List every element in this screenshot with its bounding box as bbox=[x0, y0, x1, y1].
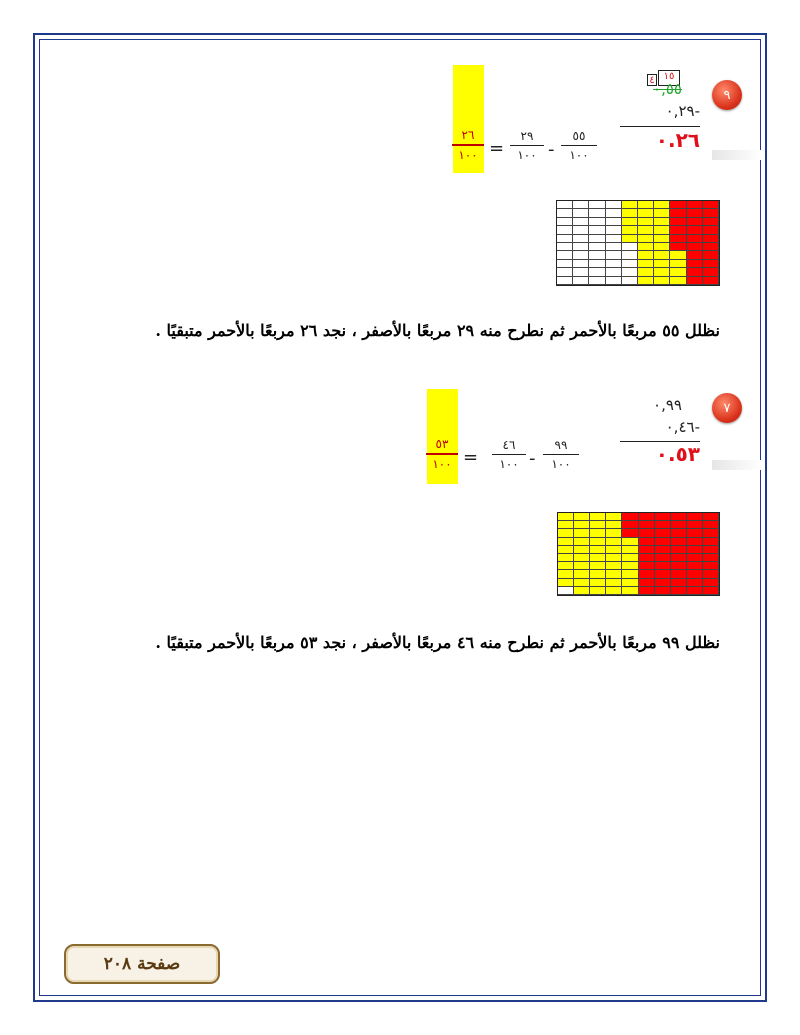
grid-square bbox=[573, 218, 589, 226]
grid-square bbox=[687, 209, 703, 217]
grid-square bbox=[638, 226, 654, 234]
grid-square bbox=[654, 277, 670, 285]
grid-square bbox=[558, 538, 574, 546]
grid-square bbox=[574, 521, 590, 529]
grid-square bbox=[655, 546, 671, 554]
grid-square bbox=[558, 579, 574, 587]
grid-square bbox=[590, 562, 606, 570]
grid-square bbox=[558, 546, 574, 554]
grid-square bbox=[670, 235, 686, 243]
grid-square bbox=[590, 570, 606, 578]
grid-square bbox=[589, 226, 605, 234]
grid-square bbox=[655, 513, 671, 521]
grid-square bbox=[639, 529, 655, 537]
grid-square bbox=[639, 562, 655, 570]
grid-square bbox=[557, 226, 573, 234]
page-number-label: صفحة ٢٠٨ bbox=[103, 954, 181, 974]
grid-square bbox=[558, 587, 574, 595]
grid-square bbox=[654, 260, 670, 268]
grid-square bbox=[638, 268, 654, 276]
grid-square bbox=[671, 521, 687, 529]
grid-square bbox=[590, 521, 606, 529]
grid-square bbox=[606, 260, 622, 268]
grid-square bbox=[622, 235, 638, 243]
grid-square bbox=[622, 251, 638, 259]
grid-square bbox=[638, 235, 654, 243]
grid-square bbox=[687, 570, 703, 578]
fraction-subtrahend: ٤٦ ١٠٠ bbox=[492, 438, 526, 471]
grid-square bbox=[671, 562, 687, 570]
grid-square bbox=[622, 587, 638, 595]
grid-square bbox=[638, 201, 654, 209]
grid-square bbox=[687, 268, 703, 276]
grid-square bbox=[671, 587, 687, 595]
grid-square bbox=[670, 260, 686, 268]
result-fraction: ٥٣ ١٠٠ bbox=[426, 437, 458, 471]
grid-square bbox=[670, 251, 686, 259]
grid-square bbox=[574, 579, 590, 587]
grid-square bbox=[606, 277, 622, 285]
grid-square bbox=[558, 554, 574, 562]
grid-square bbox=[687, 513, 703, 521]
grid-square bbox=[671, 546, 687, 554]
grid-square bbox=[590, 546, 606, 554]
difference: ٠.٥٣ bbox=[655, 442, 700, 466]
grid-square bbox=[622, 570, 638, 578]
grid-square bbox=[606, 538, 622, 546]
grid-square bbox=[703, 521, 719, 529]
grid-square bbox=[606, 235, 622, 243]
grid-square bbox=[573, 209, 589, 217]
grid-square bbox=[590, 554, 606, 562]
grid-square bbox=[638, 251, 654, 259]
fraction-minuend: ٩٩ ١٠٠ bbox=[543, 438, 579, 471]
grid-square bbox=[670, 218, 686, 226]
grid-square bbox=[670, 268, 686, 276]
grid-square bbox=[703, 570, 719, 578]
grid-square bbox=[687, 587, 703, 595]
grid-square bbox=[671, 570, 687, 578]
grid-square bbox=[639, 521, 655, 529]
borrow-ones: ١٥ bbox=[658, 70, 680, 86]
grid-square bbox=[606, 562, 622, 570]
badge-shadow bbox=[712, 460, 762, 470]
grid-square bbox=[622, 579, 638, 587]
problem-number-badge bbox=[712, 393, 742, 423]
explanation-text: نظلل ٥٥ مربعًا بالأحمر ثم نطرح منه ٢٩ مربعًا بالأصفر ، نجد ٢٦ مربعًا بالأحمر متبقيًا . bbox=[155, 321, 720, 340]
grid-square bbox=[654, 201, 670, 209]
grid-square bbox=[639, 587, 655, 595]
grid-square bbox=[703, 277, 719, 285]
grid-square bbox=[703, 529, 719, 537]
grid-square bbox=[573, 226, 589, 234]
grid-square bbox=[687, 546, 703, 554]
grid-square bbox=[687, 251, 703, 259]
fraction-minuend: ٥٥ ١٠٠ bbox=[561, 129, 597, 162]
grid-square bbox=[574, 529, 590, 537]
grid-square bbox=[671, 554, 687, 562]
grid-square bbox=[606, 201, 622, 209]
grid-square bbox=[687, 260, 703, 268]
grid-square bbox=[670, 243, 686, 251]
grid-square bbox=[687, 218, 703, 226]
grid-square bbox=[589, 218, 605, 226]
grid-square bbox=[654, 268, 670, 276]
grid-square bbox=[589, 268, 605, 276]
grid-square bbox=[703, 218, 719, 226]
grid-square bbox=[557, 218, 573, 226]
grid-square bbox=[573, 243, 589, 251]
grid-square bbox=[589, 243, 605, 251]
grid-square bbox=[622, 226, 638, 234]
grid-square bbox=[655, 587, 671, 595]
grid-square bbox=[687, 538, 703, 546]
grid-square bbox=[622, 209, 638, 217]
grid-square bbox=[622, 218, 638, 226]
grid-square bbox=[687, 277, 703, 285]
minus-sign: - bbox=[529, 448, 536, 469]
grid-square bbox=[622, 546, 638, 554]
hundred-grid bbox=[556, 200, 720, 286]
grid-square bbox=[558, 529, 574, 537]
grid-square bbox=[703, 546, 719, 554]
grid-square bbox=[638, 218, 654, 226]
grid-square bbox=[589, 277, 605, 285]
grid-square bbox=[687, 579, 703, 587]
grid-square bbox=[557, 251, 573, 259]
grid-square bbox=[606, 529, 622, 537]
grid-square bbox=[639, 570, 655, 578]
grid-square bbox=[573, 201, 589, 209]
grid-square bbox=[606, 579, 622, 587]
grid-square bbox=[606, 570, 622, 578]
grid-square bbox=[622, 277, 638, 285]
grid-square bbox=[590, 587, 606, 595]
grid-square bbox=[671, 513, 687, 521]
grid-square bbox=[670, 277, 686, 285]
grid-square bbox=[606, 209, 622, 217]
grid-square bbox=[606, 546, 622, 554]
grid-square bbox=[574, 570, 590, 578]
grid-square bbox=[573, 260, 589, 268]
grid-square bbox=[622, 529, 638, 537]
explanation-text: نظلل ٩٩ مربعًا بالأحمر ثم نطرح منه ٤٦ مربعًا بالأصفر ، نجد ٥٣ مربعًا بالأحمر متبقيًا . bbox=[155, 633, 720, 652]
minuend: ٠,٩٩ bbox=[653, 396, 682, 414]
grid-square bbox=[638, 277, 654, 285]
grid-square bbox=[654, 226, 670, 234]
grid-square bbox=[671, 529, 687, 537]
grid-square bbox=[638, 260, 654, 268]
hundred-grid bbox=[557, 512, 720, 596]
grid-square bbox=[639, 579, 655, 587]
grid-square bbox=[703, 554, 719, 562]
grid-square bbox=[687, 521, 703, 529]
grid-square bbox=[687, 235, 703, 243]
grid-square bbox=[589, 260, 605, 268]
grid-square bbox=[703, 579, 719, 587]
grid-square bbox=[687, 201, 703, 209]
grid-square bbox=[606, 513, 622, 521]
fraction-subtrahend: ٢٩ ١٠٠ bbox=[510, 129, 544, 162]
grid-square bbox=[606, 218, 622, 226]
grid-square bbox=[687, 529, 703, 537]
grid-square bbox=[606, 226, 622, 234]
grid-square bbox=[557, 277, 573, 285]
grid-square bbox=[590, 513, 606, 521]
grid-square bbox=[654, 235, 670, 243]
grid-square bbox=[687, 226, 703, 234]
grid-square bbox=[655, 554, 671, 562]
result-line bbox=[620, 126, 700, 127]
grid-square bbox=[557, 243, 573, 251]
grid-square bbox=[557, 235, 573, 243]
grid-square bbox=[703, 251, 719, 259]
grid-square bbox=[573, 277, 589, 285]
grid-square bbox=[590, 538, 606, 546]
grid-square bbox=[557, 268, 573, 276]
subtrahend: ٠,٤٦- bbox=[665, 418, 700, 436]
grid-square bbox=[671, 538, 687, 546]
grid-square bbox=[573, 235, 589, 243]
grid-square bbox=[573, 251, 589, 259]
grid-square bbox=[574, 562, 590, 570]
grid-square bbox=[670, 226, 686, 234]
grid-square bbox=[703, 243, 719, 251]
grid-square bbox=[622, 260, 638, 268]
grid-square bbox=[671, 579, 687, 587]
subtrahend: ٠,٢٩- bbox=[665, 102, 700, 120]
grid-square bbox=[703, 513, 719, 521]
grid-square bbox=[654, 218, 670, 226]
grid-square bbox=[703, 235, 719, 243]
grid-square bbox=[654, 209, 670, 217]
grid-square bbox=[557, 260, 573, 268]
grid-square bbox=[606, 268, 622, 276]
grid-square bbox=[638, 209, 654, 217]
grid-square bbox=[573, 268, 589, 276]
difference: ٠.٢٦ bbox=[655, 128, 700, 152]
grid-square bbox=[622, 513, 638, 521]
minuend: ٠,٥٥ bbox=[653, 80, 682, 98]
grid-square bbox=[622, 562, 638, 570]
grid-square bbox=[670, 209, 686, 217]
grid-square bbox=[574, 538, 590, 546]
page-number-tag bbox=[64, 944, 220, 984]
equals-sign: = bbox=[463, 447, 479, 468]
grid-square bbox=[687, 243, 703, 251]
grid-square bbox=[654, 251, 670, 259]
grid-square bbox=[622, 201, 638, 209]
grid-square bbox=[655, 538, 671, 546]
grid-square bbox=[655, 521, 671, 529]
grid-square bbox=[558, 570, 574, 578]
vertical-subtraction bbox=[620, 388, 700, 468]
grid-square bbox=[589, 235, 605, 243]
grid-square bbox=[589, 201, 605, 209]
grid-square bbox=[589, 251, 605, 259]
grid-square bbox=[574, 546, 590, 554]
minus-sign: - bbox=[548, 139, 555, 160]
result-fraction: ٢٦ ١٠٠ bbox=[452, 128, 484, 162]
grid-square bbox=[639, 513, 655, 521]
grid-square bbox=[606, 243, 622, 251]
grid-square bbox=[703, 268, 719, 276]
grid-square bbox=[703, 562, 719, 570]
grid-square bbox=[703, 226, 719, 234]
grid-square bbox=[558, 521, 574, 529]
badge-shadow bbox=[712, 150, 762, 160]
grid-square bbox=[557, 209, 573, 217]
grid-square bbox=[622, 538, 638, 546]
grid-square bbox=[703, 538, 719, 546]
grid-square bbox=[639, 538, 655, 546]
grid-square bbox=[622, 554, 638, 562]
vertical-subtraction bbox=[620, 66, 700, 162]
grid-square bbox=[557, 201, 573, 209]
grid-square bbox=[639, 546, 655, 554]
grid-square bbox=[590, 529, 606, 537]
grid-square bbox=[655, 570, 671, 578]
grid-square bbox=[703, 201, 719, 209]
grid-square bbox=[639, 554, 655, 562]
grid-square bbox=[606, 587, 622, 595]
grid-square bbox=[574, 513, 590, 521]
grid-square bbox=[703, 209, 719, 217]
grid-square bbox=[687, 554, 703, 562]
grid-square bbox=[655, 579, 671, 587]
problem-number: ٧ bbox=[723, 400, 731, 416]
grid-square bbox=[654, 243, 670, 251]
equals-sign: = bbox=[489, 138, 505, 159]
grid-square bbox=[655, 562, 671, 570]
grid-square bbox=[606, 521, 622, 529]
problem-number: ٩ bbox=[723, 87, 731, 103]
grid-square bbox=[703, 587, 719, 595]
grid-square bbox=[622, 243, 638, 251]
grid-square bbox=[558, 562, 574, 570]
borrow-tens: ٤ bbox=[647, 74, 657, 86]
grid-square bbox=[703, 260, 719, 268]
grid-square bbox=[606, 251, 622, 259]
problem-number-badge bbox=[712, 80, 742, 110]
grid-square bbox=[622, 521, 638, 529]
grid-square bbox=[558, 513, 574, 521]
grid-square bbox=[622, 268, 638, 276]
grid-square bbox=[590, 579, 606, 587]
grid-square bbox=[574, 554, 590, 562]
grid-square bbox=[638, 243, 654, 251]
grid-square bbox=[687, 562, 703, 570]
grid-square bbox=[606, 554, 622, 562]
grid-square bbox=[655, 529, 671, 537]
grid-square bbox=[589, 209, 605, 217]
grid-square bbox=[670, 201, 686, 209]
grid-square bbox=[574, 587, 590, 595]
